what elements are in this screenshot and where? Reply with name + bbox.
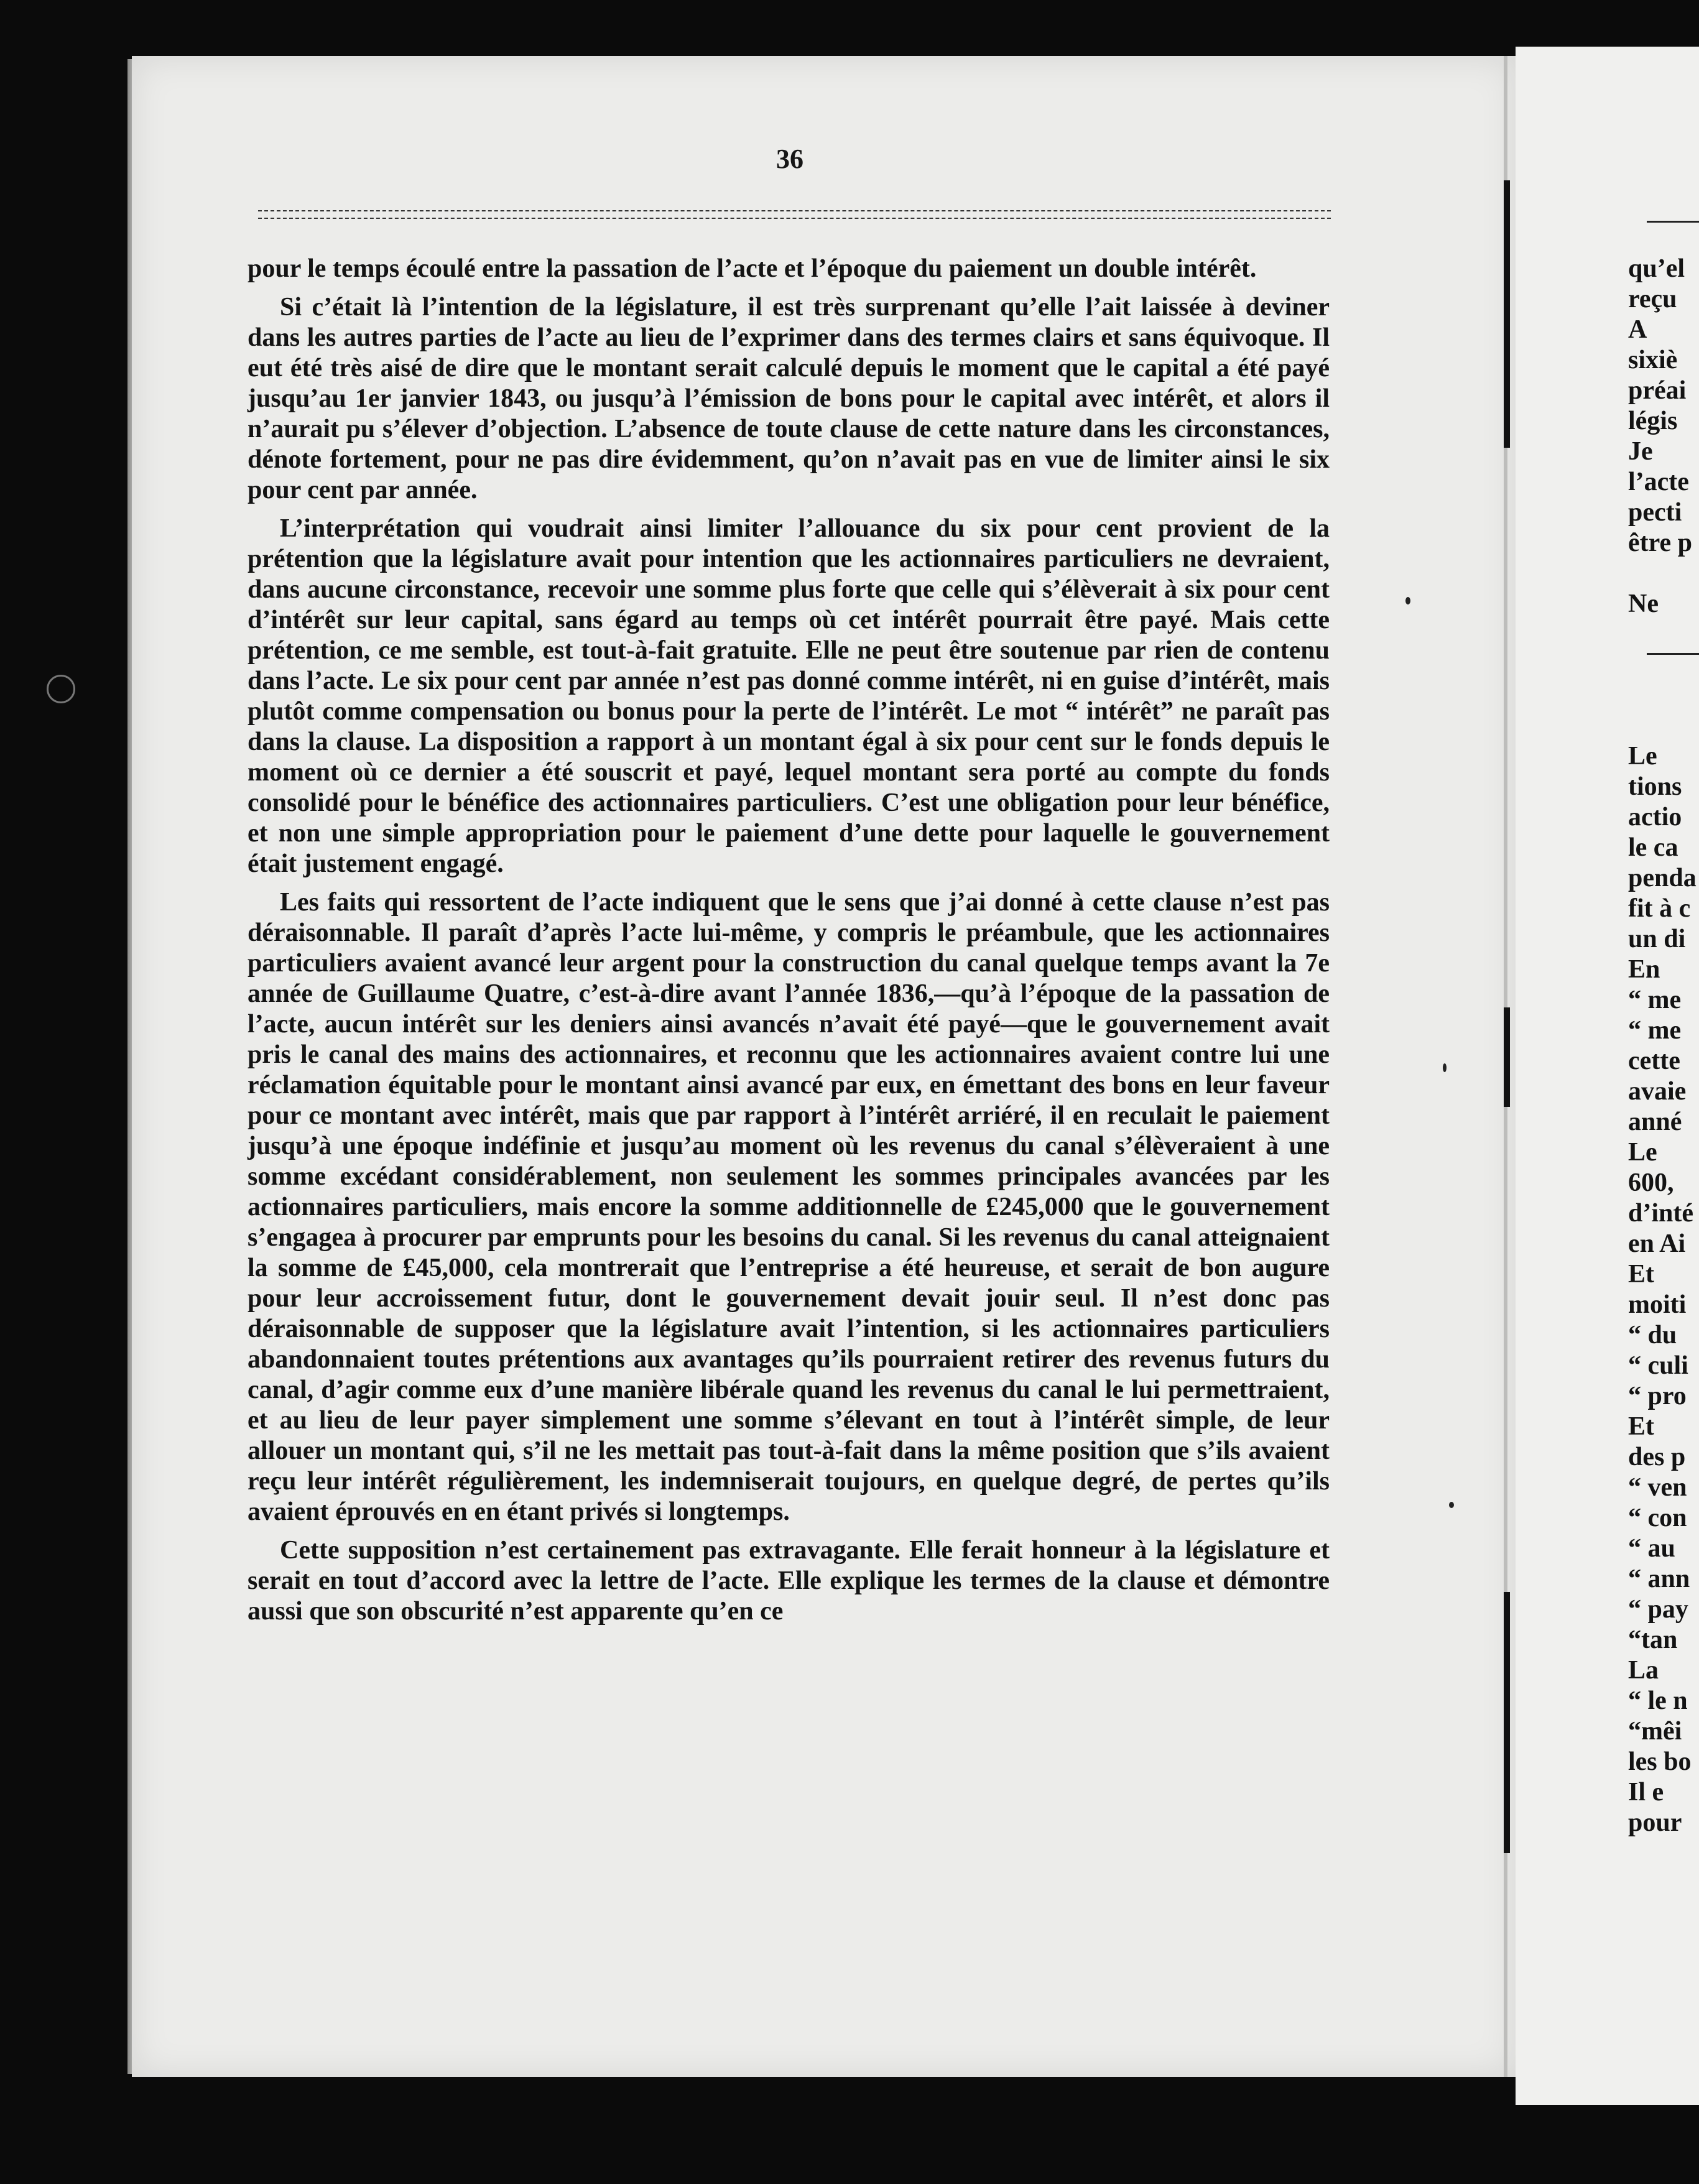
facing-page-line: “ le n (1628, 1687, 1688, 1715)
facing-page-line: les bo (1628, 1747, 1692, 1776)
scan-speck (1405, 597, 1410, 604)
facing-page-line: “tan (1628, 1626, 1678, 1654)
facing-page-line (1628, 619, 1699, 650)
facing-page-line: “mêi (1628, 1717, 1682, 1746)
facing-page-line: qu’el (1628, 254, 1685, 283)
facing-page-line: Le (1628, 742, 1657, 770)
binding-stitch (1504, 1007, 1510, 1107)
facing-page-line: sixiè (1628, 346, 1678, 374)
paragraph: Cette supposition n’est certainement pas extravagante. Elle ferait honneur à la législature et serait en tout d’accord avec la lettre de l’acte. Elle explique les termes de la clause et démontre aussi que son obscurité n’est apparente qu’en ce (248, 1536, 1330, 1626)
facing-page-line (1628, 680, 1699, 711)
facing-page-line: penda (1628, 864, 1697, 892)
header-rule (258, 218, 1331, 219)
header-rule (258, 210, 1331, 211)
paragraph: L’interprétation qui voudrait ainsi limiter l’allouance du six pour cent provient de la prétention que la législature avait pour intention que les actionnaires particuliers ne devraient, dans aucune circonstance, recevoir une somme plus forte que celle qui s’élèverait à six pour cent d’intérêt sur leur capital, sans égard au temps où cet intérêt pourrait être payé. Mais cette prétention, ce me semble, est tout-à-fait gratuite. Elle ne peut être soutenue par rien de contenu dans l’acte. Le six pour cent par année n’est pas donné comme intérêt, ni en guise d’intérêt, mais plutôt comme compensation ou bonus pour la perte de l’intérêt. Le mot “ intérêt” ne paraît pas dans la clause. La disposition a rapport à un montant égal à six pour cent sur le fonds depuis le moment où ce dernier a été souscrit et payé, lequel montant sera porté au compte du fonds consolidé pour le bénéfice des actionnaires particuliers. C’est une obligation pour leur bénéfice, et non une simple appropriation pour le paiement d’une dette pour laquelle le gouvernement était justement engagé. (248, 514, 1330, 878)
facing-page-line: avaie (1628, 1077, 1687, 1106)
facing-page-line: Je (1628, 437, 1653, 466)
facing-page-line: être p (1628, 529, 1693, 557)
facing-page-line: pour (1628, 1808, 1682, 1837)
facing-page-line: d’inté (1628, 1199, 1693, 1228)
binding-stitch (1504, 180, 1510, 448)
facing-page-line (1628, 558, 1699, 589)
binding-stitch (1504, 1592, 1510, 1853)
facing-page-line (1628, 711, 1699, 741)
facing-page-line: reçu (1628, 285, 1677, 313)
scan-speck (1443, 1063, 1447, 1072)
facing-page-line: Et (1628, 1412, 1654, 1441)
facing-page-line: 600, (1628, 1168, 1674, 1197)
paragraph: Si c’était là l’intention de la législature, il est très surprenant qu’elle l’ait laissée à deviner dans les autres parties de l’acte au lieu de l’exprimer dans des termes clairs et sans équivoque. Il eut été très aisé de dire que le montant serait calculé depuis le moment que le capital a été payé jusqu’au 1er janvier 1843, ou jusqu’à l’émission de bons pour le capital avec intérêt, et alors il n’aurait pu s’élever d’objection. L’absence de toute clause de cette nature dans les circonstances, dénote fortement, pour ne pas dire évidemment, qu’on n’avait pas en vue de limiter ainsi le six pour cent par année. (248, 293, 1330, 504)
facing-page-line: “ au (1628, 1534, 1675, 1563)
page-number: 36 (776, 144, 803, 174)
scan-speck (47, 675, 75, 703)
facing-page-line: moiti (1628, 1290, 1687, 1319)
facing-page-line: “ ven (1628, 1473, 1687, 1502)
facing-page-line: “ du (1628, 1321, 1677, 1349)
facing-page-line: pecti (1628, 498, 1682, 527)
paragraph: pour le temps écoulé entre la passation de l’acte et l’époque du paiement un double intérêt. (248, 254, 1257, 283)
scan-speck (1449, 1502, 1454, 1508)
facing-page-line: Le (1628, 1138, 1657, 1167)
facing-page-line: cette (1628, 1047, 1680, 1075)
facing-page-line: l’acte (1628, 468, 1689, 496)
facing-page-line: fit à c (1628, 894, 1691, 923)
facing-page-line: préai (1628, 376, 1687, 405)
facing-page-line: actio (1628, 803, 1682, 831)
facing-page-line: Il e (1628, 1778, 1664, 1807)
facing-page-line: un di (1628, 925, 1686, 953)
facing-page-line: anné (1628, 1108, 1682, 1136)
facing-page-line: Et (1628, 1260, 1654, 1289)
facing-page-line: “ pro (1628, 1382, 1687, 1410)
facing-page-text (1628, 254, 1699, 1838)
facing-page-rule (1647, 221, 1699, 223)
facing-page-line: tions (1628, 772, 1682, 801)
facing-page-line (1628, 650, 1699, 680)
facing-page-line: en Ai (1628, 1229, 1686, 1258)
facing-page-line: La (1628, 1656, 1659, 1685)
facing-page-line: Ne (1628, 590, 1659, 618)
facing-page-line: légis (1628, 407, 1678, 435)
facing-page-line: le ca (1628, 833, 1678, 862)
facing-page-line: “ me (1628, 986, 1682, 1014)
facing-page-line: “ me (1628, 1016, 1682, 1045)
facing-page-line: “ pay (1628, 1595, 1688, 1624)
facing-page-line: “ culi (1628, 1351, 1688, 1380)
facing-page-line: “ ann (1628, 1565, 1690, 1593)
paragraph: Les faits qui ressortent de l’acte indiquent que le sens que j’ai donné à cette clause n’est pas déraisonnable. Il paraît d’après l’acte lui-même, y compris le préambule, que les actionnaires particuliers avaient avancé leur argent pour la construction du canal quelque temps avant la 7e année de Guillaume Quatre, c’est-à-dire avant l’année 1836,—qu’à l’époque de la passation de l’acte, aucun intérêt sur les deniers ainsi avancés n’avait été payé—que le gouvernement avait pris le canal des mains des actionnaires, et reconnu que les actionnaires avaient contre lui une réclamation équitable pour le montant ainsi avancé par eux, en émettant des bons en leur faveur pour ce montant avec intérêt, mais que par rapport à l’intérêt arriéré, il en reculait le paiement jusqu’à une époque indéfinie et jusqu’au moment où les revenus du canal s’élèveraient à une somme excédant considérablement, non seulement les sommes principales avancées par les actionnaires particuliers, mais encore la somme additionnelle de £245,000 que le gouvernement s’engagea à procurer par emprunts pour les besoins du canal. Si les revenus du canal atteignaient la somme de £45,000, cela montrerait que l’entreprise a été heureuse, et serait de bon augure pour leur accroissement futur, dont le gouvernement devait jouir seul. Il n’est donc pas déraisonnable de supposer que la législature avait l’intention, si les actionnaires particuliers abandonnaient toutes prétentions aux avantages qu’ils pourraient retirer des revenus futurs du canal, d’agir comme eux d’une manière libérale quand les revenus du canal le lui permettraient, et au lieu de leur payer simplement une somme s’élevant en tout à l’intérêt simple, de leur allouer un montant qui, s’il ne les mettait pas tout-à-fait dans la même position que s’ils avaient reçu leur intérêt régulièrement, les indemniserait toujours, en quelque degré, de pertes qu’ils avaient éprouvés en en étant privés si longtemps. (248, 888, 1330, 1526)
facing-page-line: des p (1628, 1443, 1686, 1471)
facing-page-line: A (1628, 315, 1647, 344)
page-body (248, 254, 1330, 1635)
facing-page-line: “ con (1628, 1504, 1687, 1532)
facing-page-line: En (1628, 955, 1660, 984)
